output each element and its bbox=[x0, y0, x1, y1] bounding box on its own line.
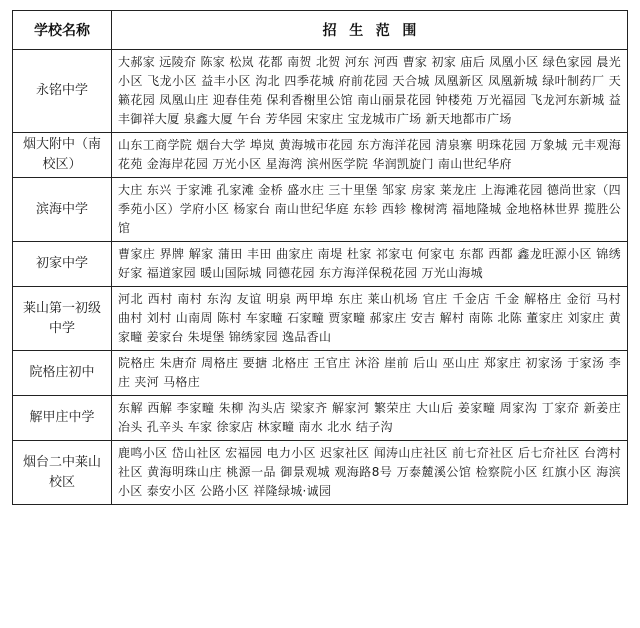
enrollment-range: 河北 西村 南村 东沟 友谊 明泉 两甲埠 东庄 莱山机场 官庄 千金店 千金 解格庄 金衍 马村 曲村 刘村 山南周 陈村 车家疃 石家疃 贾家疃 郝家庄 安吉 解村 南陈 北陈 董家庄 刘家庄 黄家疃 姜家台 朱堤堡 锦绣家园 逸品香山 bbox=[112, 287, 628, 351]
enrollment-range: 曹家庄 界牌 解家 蒲田 丰田 曲家庄 南堤 杜家 祁家屯 何家屯 东都 西都 鑫龙旺源小区 锦绣好家 福道家园 暖山国际城 同德花园 东方海洋保税花园 万光山海城 bbox=[112, 242, 628, 287]
school-name: 院格庄初中 bbox=[13, 351, 112, 396]
school-name: 滨海中学 bbox=[13, 178, 112, 242]
school-name: 莱山第一初级中学 bbox=[13, 287, 112, 351]
enrollment-range: 院格庄 朱唐夼 周格庄 要搪 北格庄 王官庄 沐浴 崖前 后山 巫山庄 郑家庄 初家汤 于家汤 李庄 夹河 马格庄 bbox=[112, 351, 628, 396]
table-row bbox=[13, 441, 628, 505]
school-name: 初家中学 bbox=[13, 242, 112, 287]
enrollment-range: 鹿鸣小区 岱山社区 宏福园 电力小区 迟家社区 闻涛山庄社区 前七夼社区 后七夼社区 台湾村社区 黄海明珠山庄 桃源一品 御景观城 观海路8号 万泰麓溪公馆 检察院小区 红旗小区 海滨小区 泰安小区 公路小区 祥隆绿城·诚园 bbox=[112, 441, 628, 505]
school-name-header: 学校名称 bbox=[13, 11, 112, 50]
table-row bbox=[13, 242, 628, 287]
enrollment-range: 大庄 东兴 于家滩 孔家滩 金桥 盛水庄 三十里堡 邹家 房家 莱龙庄 上海滩花园 德尚世家（四季苑小区）学府小区 杨家台 南山世纪华庭 东轸 西轸 橡树湾 福地隆城 金地格林世界 揽胜公馆 bbox=[112, 178, 628, 242]
table-row bbox=[13, 351, 628, 396]
school-name: 解甲庄中学 bbox=[13, 396, 112, 441]
enrollment-range: 大郝家 远陵夼 陈家 松岚 花都 南贺 北贺 河东 河西 曹家 初家 庙后 凤凰小区 绿色家园 晨光小区 飞龙小区 益丰小区 沟北 四季花城 府前花园 天合城 凤凰新区 凤凰新城 绿叶制药厂 天籁花园 凤凰山庄 迎春佳苑 保利香榭里公馆 南山丽景花园 钟楼苑 万光福园 飞龙河东新城 益丰御祥大厦 泉鑫大厦 午台 芳华园 宋家庄 宝龙城市广场 新天地都市广场 bbox=[112, 50, 628, 133]
table-header-row bbox=[13, 11, 628, 50]
enrollment-range-header: 招生范围 bbox=[112, 11, 628, 50]
table-row bbox=[13, 50, 628, 133]
table-row bbox=[13, 178, 628, 242]
school-name: 烟台二中莱山校区 bbox=[13, 441, 112, 505]
enrollment-range: 山东工商学院 烟台大学 埠岚 黄海城市花园 东方海洋花园 清泉寨 明珠花园 万象城 元丰观海花苑 金海岸花园 万光小区 星海湾 滨州医学院 华润凯旋门 南山世纪华府 bbox=[112, 133, 628, 178]
enrollment-range: 东解 西解 李家疃 朱柳 沟头店 梁家齐 解家河 繁荣庄 大山后 姜家疃 周家沟 丁家夼 新姜庄 冶头 孔辛头 车家 徐家店 林家疃 南水 北水 结子沟 bbox=[112, 396, 628, 441]
table-row bbox=[13, 287, 628, 351]
enrollment-table bbox=[12, 10, 628, 505]
school-name: 永铭中学 bbox=[13, 50, 112, 133]
school-name: 烟大附中（南校区） bbox=[13, 133, 112, 178]
table-row bbox=[13, 396, 628, 441]
table-row bbox=[13, 133, 628, 178]
enrollment-document bbox=[12, 10, 628, 505]
